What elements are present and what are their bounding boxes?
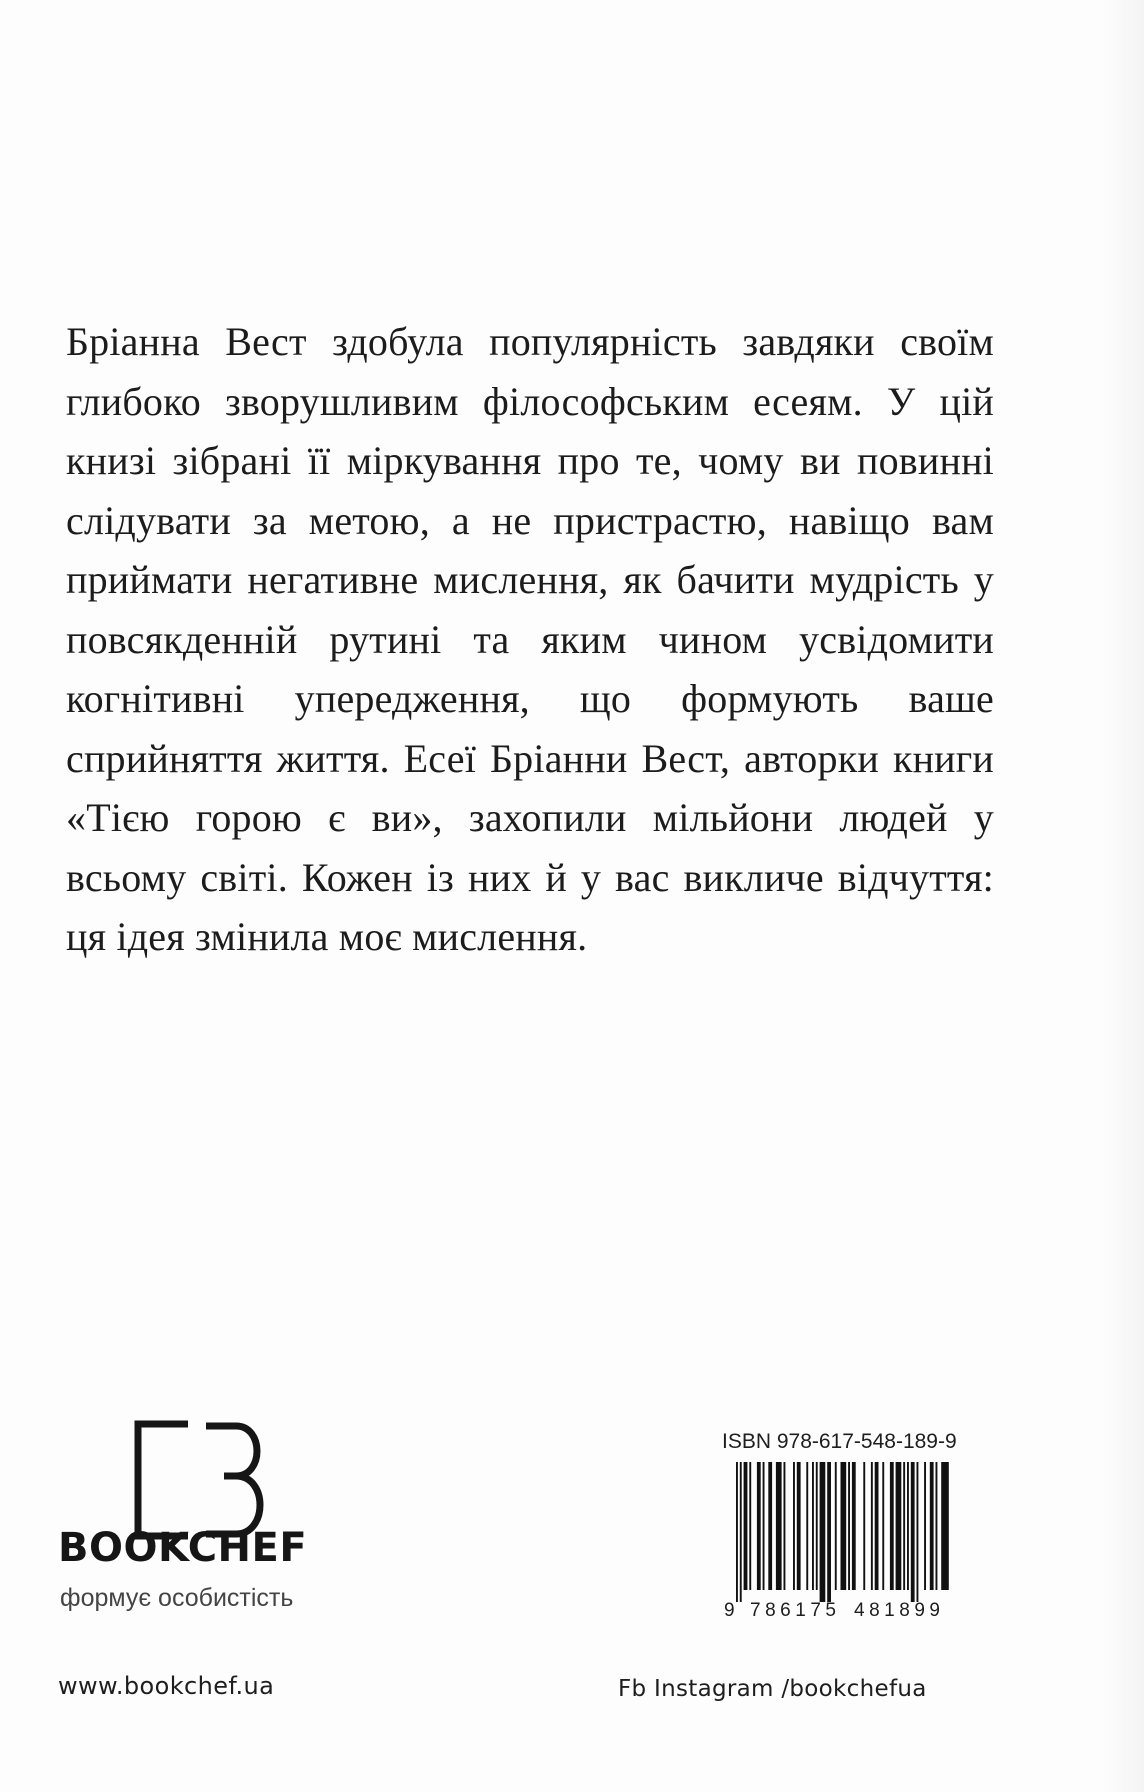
barcode-bar — [863, 1462, 865, 1590]
bookchef-logo-icon — [134, 1420, 274, 1540]
barcode-bar — [740, 1462, 742, 1602]
publisher-social-handles[interactable]: Fb Instagram /bookchefua — [618, 1676, 927, 1702]
barcode-bar — [907, 1462, 909, 1590]
barcode-bar — [903, 1462, 905, 1590]
barcode-bar — [871, 1462, 873, 1590]
publisher-tagline: формує особистість — [60, 1584, 294, 1612]
barcode-bar — [763, 1462, 765, 1590]
barcode-bar — [852, 1462, 856, 1590]
publisher-website[interactable]: www.bookchef.ua — [58, 1672, 275, 1700]
barcode-bar — [749, 1462, 751, 1590]
barcode-bar — [882, 1462, 884, 1590]
blurb-text — [66, 312, 994, 967]
barcode-bar — [835, 1462, 837, 1590]
barcode-bar — [744, 1462, 748, 1590]
barcode-bar — [736, 1462, 738, 1602]
barcode-bar — [936, 1462, 938, 1590]
barcode-bar — [890, 1462, 894, 1590]
barcode-bar — [793, 1462, 795, 1590]
barcode-bar — [930, 1462, 934, 1590]
barcode-bar — [875, 1462, 879, 1590]
barcode-bar — [816, 1462, 818, 1590]
barcode-bar — [812, 1462, 814, 1590]
blurb-paragraph: Бріанна Вест здобула популярність завдяки своїм глибоко зворушливим філософським есеям. У цій книзі зібрані її міркування про те, чому ви повинні слідувати за метою, а не пристрастю, навіщо вам приймати негативне мислення, як бачити мудрість у повсякденній рутині та яким чином усвідомити когнітивні упередження, що формують ваше сприйняття життя. Есеї Бріанни Вест, авторки книги «Тією горою є ви», захопили мільйони людей у всьому світі. Кожен із них й у вас викличе відчуття: ця ідея змінила моє мислення. — [66, 319, 994, 959]
barcode-bar — [841, 1462, 847, 1590]
barcode-bar — [757, 1462, 761, 1590]
barcode-bar — [827, 1462, 831, 1602]
barcode-bar — [941, 1462, 949, 1590]
barcode-bar — [924, 1462, 926, 1590]
barcode-bars — [736, 1462, 949, 1602]
barcode-bar — [784, 1462, 786, 1590]
barcode-bar — [896, 1462, 902, 1590]
barcode-digit-group: 481899 — [854, 1600, 940, 1620]
barcode-bar — [911, 1462, 915, 1602]
barcode-digit-group: 786175 — [750, 1600, 836, 1620]
isbn-barcode — [722, 1462, 958, 1620]
barcode-bar — [776, 1462, 782, 1590]
publisher-name: BOOKCHEF — [58, 1525, 308, 1571]
barcode-bar — [820, 1462, 826, 1602]
barcode-bar — [848, 1462, 850, 1590]
barcode-bar — [806, 1462, 808, 1590]
barcode-bar — [768, 1462, 772, 1590]
isbn-label: ISBN 978-617-548-189-9 — [722, 1430, 957, 1453]
barcode-digit-group: 9 — [724, 1600, 735, 1620]
barcode-bar — [797, 1462, 801, 1590]
barcode-bar — [917, 1462, 919, 1602]
